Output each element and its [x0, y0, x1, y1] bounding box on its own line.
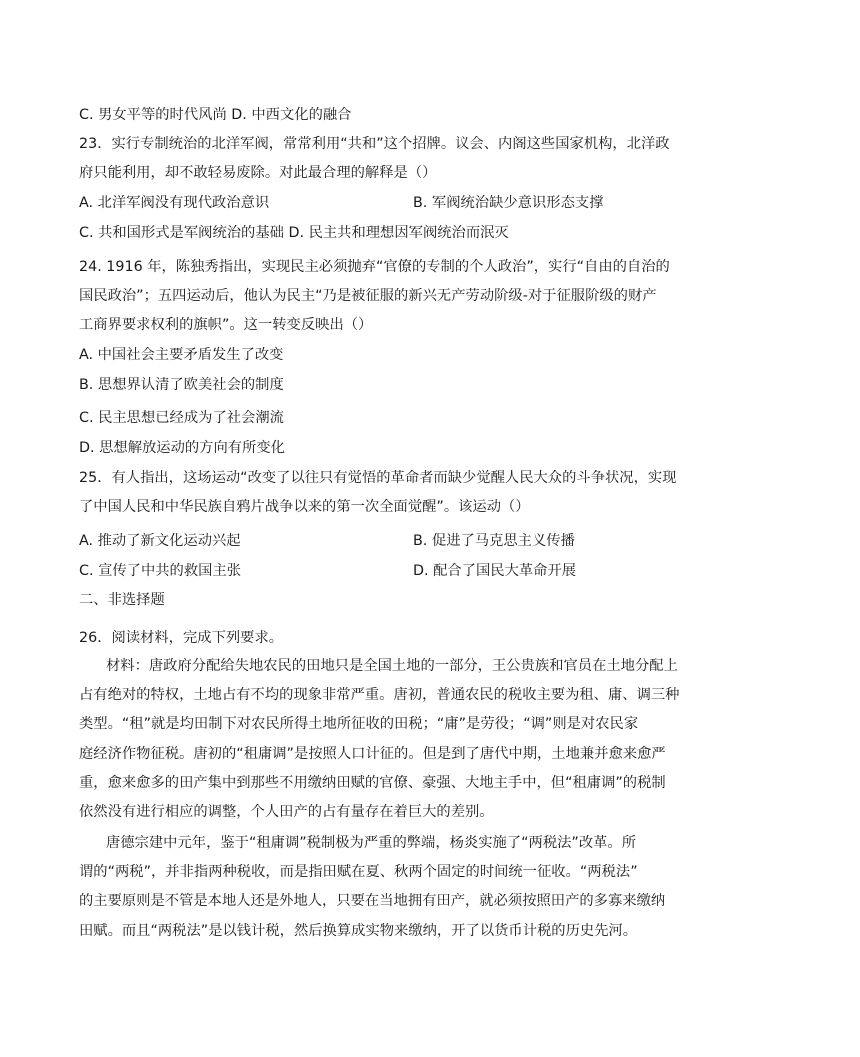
- p1-line2: 占有绝对的特权，土地占有不均的现象非常严重。唐初，普通农民的税收主要为租、庸、调三种: [79, 687, 680, 703]
- q23-option-b: B. 军阀统治缺少意识形态支撑: [413, 195, 604, 211]
- p1-line1: 材料：唐政府分配给失地农民的田地只是全国土地的一部分，王公贵族和官员在土地分配上: [106, 658, 678, 674]
- q26-stem: 26．阅读材料，完成下列要求。: [79, 630, 284, 646]
- q25-stem-line2: 了中国人民和中华民族自鸦片战争以来的第一次全面觉醒”。该运动（）: [79, 499, 530, 515]
- p1-line4: 庭经济作物征税。唐初的“租庸调”是按照人口计征的。但是到了唐代中期，土地兼并愈来愈严: [79, 746, 666, 762]
- q23-stem-line1: 23．实行专制统治的北洋军阀，常常利用“共和”这个招牌。议会、内阁这些国家机构，北洋政: [79, 136, 670, 152]
- q24-option-d: D. 思想解放运动的方向有所变化: [79, 440, 285, 456]
- q24-option-b: B. 思想界认清了欧美社会的制度: [79, 377, 284, 393]
- q24-option-c: C. 民主思想已经成为了社会潮流: [79, 410, 284, 426]
- q23-option-cd: C. 共和国形式是军阀统治的基础 D. 民主共和理想因军阀统治而泯灭: [79, 225, 509, 241]
- p2-line4: 田赋。而且“两税法”是以钱计税，然后换算成实物来缴纳，开了以货币计税的历史先河。: [79, 923, 638, 939]
- q24-stem-line3: 工商界要求权利的旗帜”。这一转变反映出（）: [79, 317, 373, 333]
- p2-line1: 唐德宗建中元年，鉴于“租庸调”税制极为严重的弊端，杨炎实施了“两税法”改革。所: [106, 835, 637, 851]
- q24-stem-line2: 国民政治”；五四运动后，他认为民主“乃是被征服的新兴无产劳动阶级-对于征服阶级的财产: [79, 288, 657, 304]
- p1-line6: 依然没有进行相应的调整，个人田产的占有量存在着巨大的差别。: [79, 804, 494, 820]
- q25-option-c: C. 宣传了中共的救国主张: [79, 563, 242, 579]
- p1-line5: 重，愈来愈多的田产集中到那些不用缴纳田赋的官僚、豪强、大地主手中，但“租庸调”的税制: [79, 775, 666, 791]
- q25-stem-line1: 25．有人指出，这场运动“改变了以往只有觉悟的革命者而缺少觉醒人民大众的斗争状况，实现: [79, 470, 677, 486]
- p1-line3: 类型。“租”就是均田制下对农民所得土地所征收的田税；“庸”是劳役；“调”则是对农民家: [79, 716, 639, 732]
- p2-line3: 的主要原则是不管是本地人还是外地人，只要在当地拥有田产，就必须按照田产的多寡来缴纳: [79, 893, 666, 909]
- section-title: 二、非选择题: [79, 592, 165, 608]
- p2-line2: 谓的“两税”，并非指两种税收，而是指田赋在夏、秋两个固定的时间统一征收。“两税法”: [79, 864, 638, 880]
- q25-option-a: A. 推动了新文化运动兴起: [79, 533, 241, 549]
- q24-option-a: A. 中国社会主要矛盾发生了改变: [79, 347, 284, 363]
- q23-stem-line2: 府只能利用，却不敢轻易废除。对此最合理的解释是（）: [79, 165, 437, 181]
- q24-stem-line1: 24. 1916 年，陈独秀指出，实现民主必须抛弃“官僚的专制的个人政治”，实行“自由的自治的: [79, 259, 670, 275]
- q22-option-cd: C. 男女平等的时代风尚 D. 中西文化的融合: [79, 107, 352, 123]
- q25-option-b: B. 促进了马克思主义传播: [413, 533, 575, 549]
- q23-option-a: A. 北洋军阀没有现代政治意识: [79, 195, 270, 211]
- q25-option-d: D. 配合了国民大革命开展: [413, 563, 577, 579]
